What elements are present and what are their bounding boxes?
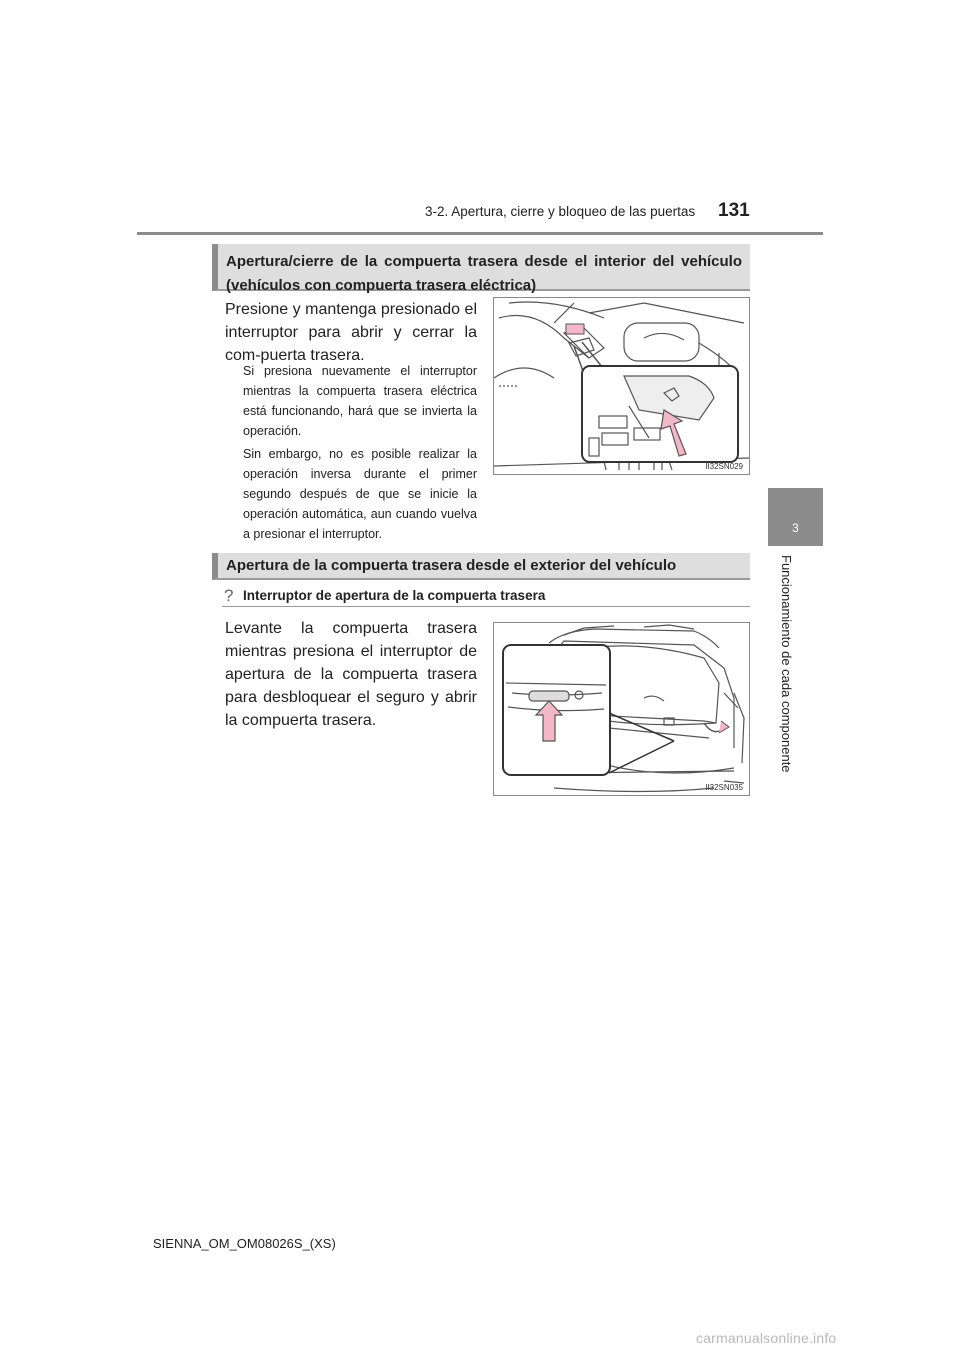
watermark: carmanualsonline.info	[696, 1330, 837, 1346]
note-reverse-operation: Si presiona nuevamente el interruptor mientras la compuerta trasera eléctrica está funcionando, hará que se invierta la operación.	[243, 364, 477, 438]
note-reverse-limitation: Sin embargo, no es posible realizar la operación inversa durante el primer segundo después de que se inicie la operación automática, aun cuando vuelva a presionar el interruptor.	[243, 447, 477, 541]
document-id: SIENNA_OM_OM08026S_(XS)	[153, 1236, 336, 1251]
header-rule	[137, 232, 823, 235]
chapter-tab	[768, 488, 823, 546]
page-number: 131	[718, 200, 750, 221]
figure-code: II32SN029	[705, 462, 743, 471]
subheading-rule	[222, 606, 750, 607]
running-head: 3-2. Apertura, cierre y bloqueo de las puertas	[425, 204, 696, 219]
chapter-number: 3	[792, 521, 799, 535]
section-heading-interior: Apertura/cierre de la compuerta trasera desde el interior del vehículo (vehículos con compuerta trasera eléctrica)	[212, 244, 750, 291]
instruction-interior: Presione y mantenga presionado el interruptor para abrir y cerrar la com-puerta trasera.	[225, 301, 477, 364]
question-mark-icon: ?	[224, 586, 234, 605]
chapter-title: Funcionamiento de cada componente	[779, 555, 794, 773]
subheading-tailgate-opener: Interruptor de apertura de la compuerta trasera	[243, 588, 546, 603]
instruction-exterior: Levante la compuerta trasera mientras presiona el interruptor de apertura de la compuerta trasera para desbloquear el seguro y abrir la compuerta trasera.	[225, 620, 477, 729]
interior-switch-illustration	[494, 298, 749, 474]
tailgate-illustration	[494, 623, 749, 795]
section-heading-exterior: Apertura de la compuerta trasera desde el exterior del vehículo	[212, 553, 750, 580]
figure-exterior-opener	[493, 622, 750, 796]
figure-interior-switch	[493, 297, 750, 475]
figure-code: II32SN035	[705, 783, 743, 792]
